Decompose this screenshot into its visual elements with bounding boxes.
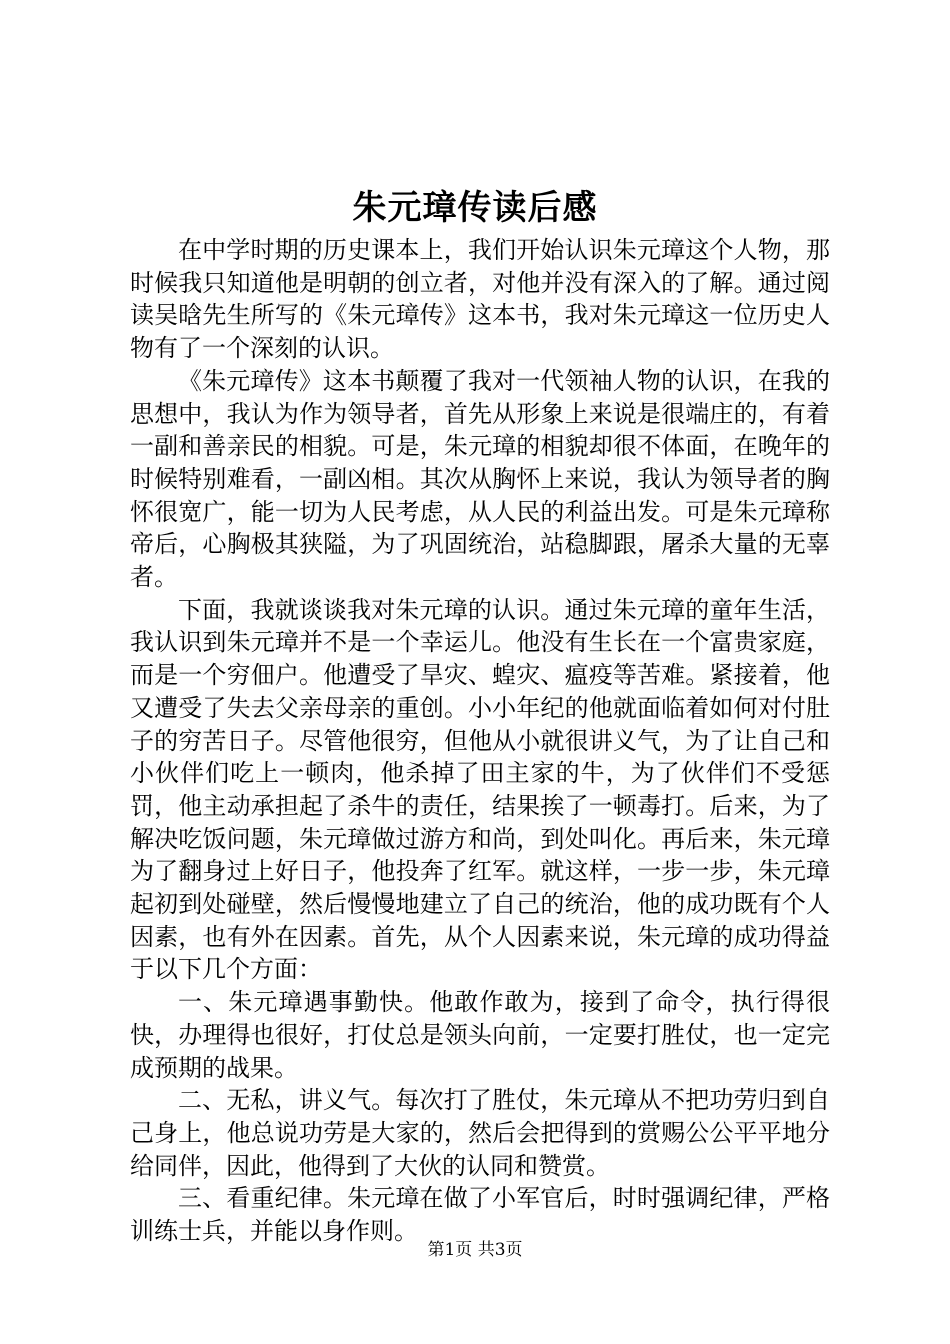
- paragraph-2: 《朱元璋传》这本书颠覆了我对一代领袖人物的认识，在我的思想中，我认为作为领导者，首先从形象上来说是很端庄的，有着一副和善亲民的相貌。可是，朱元璋的相貌却很不体面，在晚年的时候特别难看，一副凶相。其次从胸怀上来说，我认为领导者的胸怀很宽广，能一切为人民考虑，从人民的利益出发。可是朱元璋称帝后，心胸极其狭隘，为了巩固统治，站稳脚跟，屠杀大量的无辜者。: [130, 366, 830, 592]
- paragraph-4: 一、朱元璋遇事勤快。他敢作敢为，接到了命令，执行得很快，办理得也很好，打仗总是领头向前，一定要打胜仗，也一定完成预期的战果。: [130, 988, 830, 1082]
- page-footer: 第1页 共3页: [427, 1240, 523, 1260]
- document-body: [130, 234, 830, 1248]
- paragraph-1: 在中学时期的历史课本上，我们开始认识朱元璋这个人物，那时候我只知道他是明朝的创立者，对他并没有深入的了解。通过阅读吴晗先生所写的《朱元璋传》这本书，我对朱元璋这一位历史人物有了一个深刻的认识。: [130, 236, 830, 363]
- paragraph-6: 三、看重纪律。朱元璋在做了小军官后，时时强调纪律，严格训练士兵，并能以身作则。: [130, 1184, 830, 1246]
- paragraph-3: 下面，我就谈谈我对朱元璋的认识。通过朱元璋的童年生活，我认识到朱元璋并不是一个幸运儿。他没有生长在一个富贵家庭，而是一个穷佃户。他遭受了旱灾、蝗灾、瘟疫等苦难。紧接着，他又遭受了失去父亲母亲的重创。小小年纪的他就面临着如何对付肚子的穷苦日子。尽管他很穷，但他从小就很讲义气，为了让自己和小伙伴们吃上一顿肉，他杀掉了田主家的牛，为了伙伴们不受惩罚，他主动承担起了杀牛的责任，结果挨了一顿毒打。后来，为了解决吃饭问题，朱元璋做过游方和尚，到处叫化。再后来，朱元璋为了翻身过上好日子，他投奔了红军。就这样，一步一步，朱元璋起初到处碰壁，然后慢慢地建立了自己的统治，他的成功既有个人因素，也有外在因素。首先，从个人因素来说，朱元璋的成功得益于以下几个方面：: [130, 595, 830, 984]
- document-title: 朱元璋传读后感: [352, 188, 598, 228]
- paragraph-5: 二、无私，讲义气。每次打了胜仗，朱元璋从不把功劳归到自己身上，他总说功劳是大家的，然后会把得到的赏赐公公平平地分给同伴，因此，他得到了大伙的认同和赞赏。: [130, 1086, 830, 1180]
